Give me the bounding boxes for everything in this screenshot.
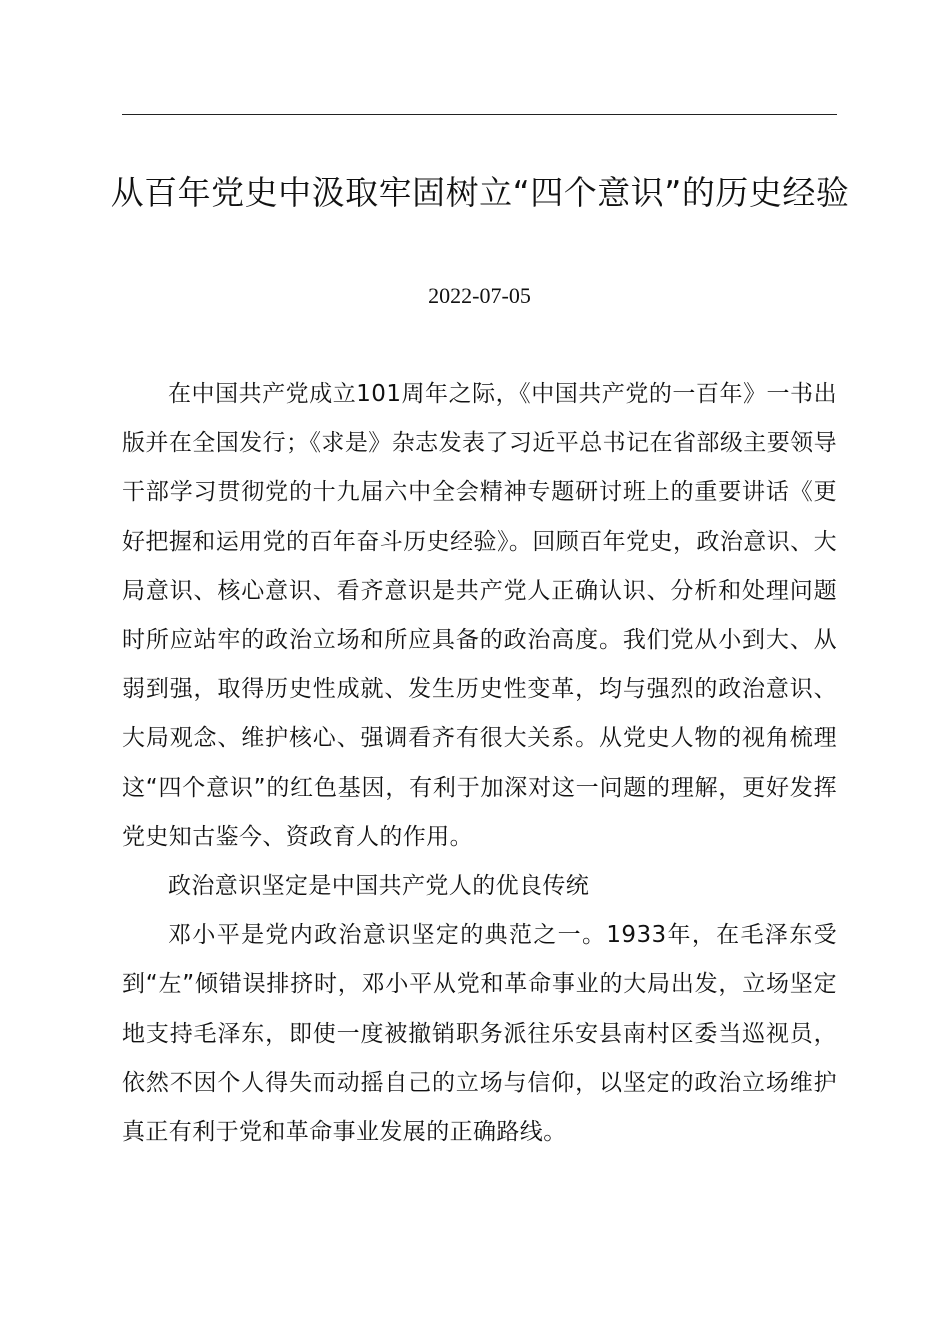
publish-date: 2022-07-05 <box>428 283 531 308</box>
paragraph-intro: 在中国共产党成立101周年之际，《中国共产党的一百年》一书出版并在全国发行；《求是》杂志发表了习近平总书记在省部级主要领导干部学习贯彻党的十九届六中全会精神专题研讨班上的重要讲话《更好把握和运用党的百年奋斗历史经验》。回顾百年党史，政治意识、大局意识、核心意识、看齐意识是共产党人正确认识、分析和处理问题时所应站牢的政治立场和所应具备的政治高度。我们党从小到大、从弱到强，取得历史性成就、发生历史性变革，均与强烈的政治意识、大局观念、维护核心、强调看齐有很大关系。从党史人物的视角梳理这“四个意识”的红色基因，有利于加深对这一问题的理解，更好发挥党史知古鉴今、资政育人的作用。 <box>122 381 837 850</box>
header-rule <box>122 114 837 115</box>
document-title: 从百年党史中汲取牢固树立“四个意识”的历史经验 <box>110 173 850 212</box>
article-body <box>122 370 837 1157</box>
section-heading: 政治意识坚定是中国共产党人的优良传统 <box>168 873 590 900</box>
paragraph-deng-xiaoping: 邓小平是党内政治意识坚定的典范之一。1933年，在毛泽东受到“左”倾错误排挤时，邓小平从党和革命事业的大局出发，立场坚定地支持毛泽东，即使一度被撤销职务派往乐安县南村区委当巡视员，依然不因个人得失而动摇自己的立场与信仰，以坚定的政治立场维护真正有利于党和革命事业发展的正确路线。 <box>122 922 837 1146</box>
